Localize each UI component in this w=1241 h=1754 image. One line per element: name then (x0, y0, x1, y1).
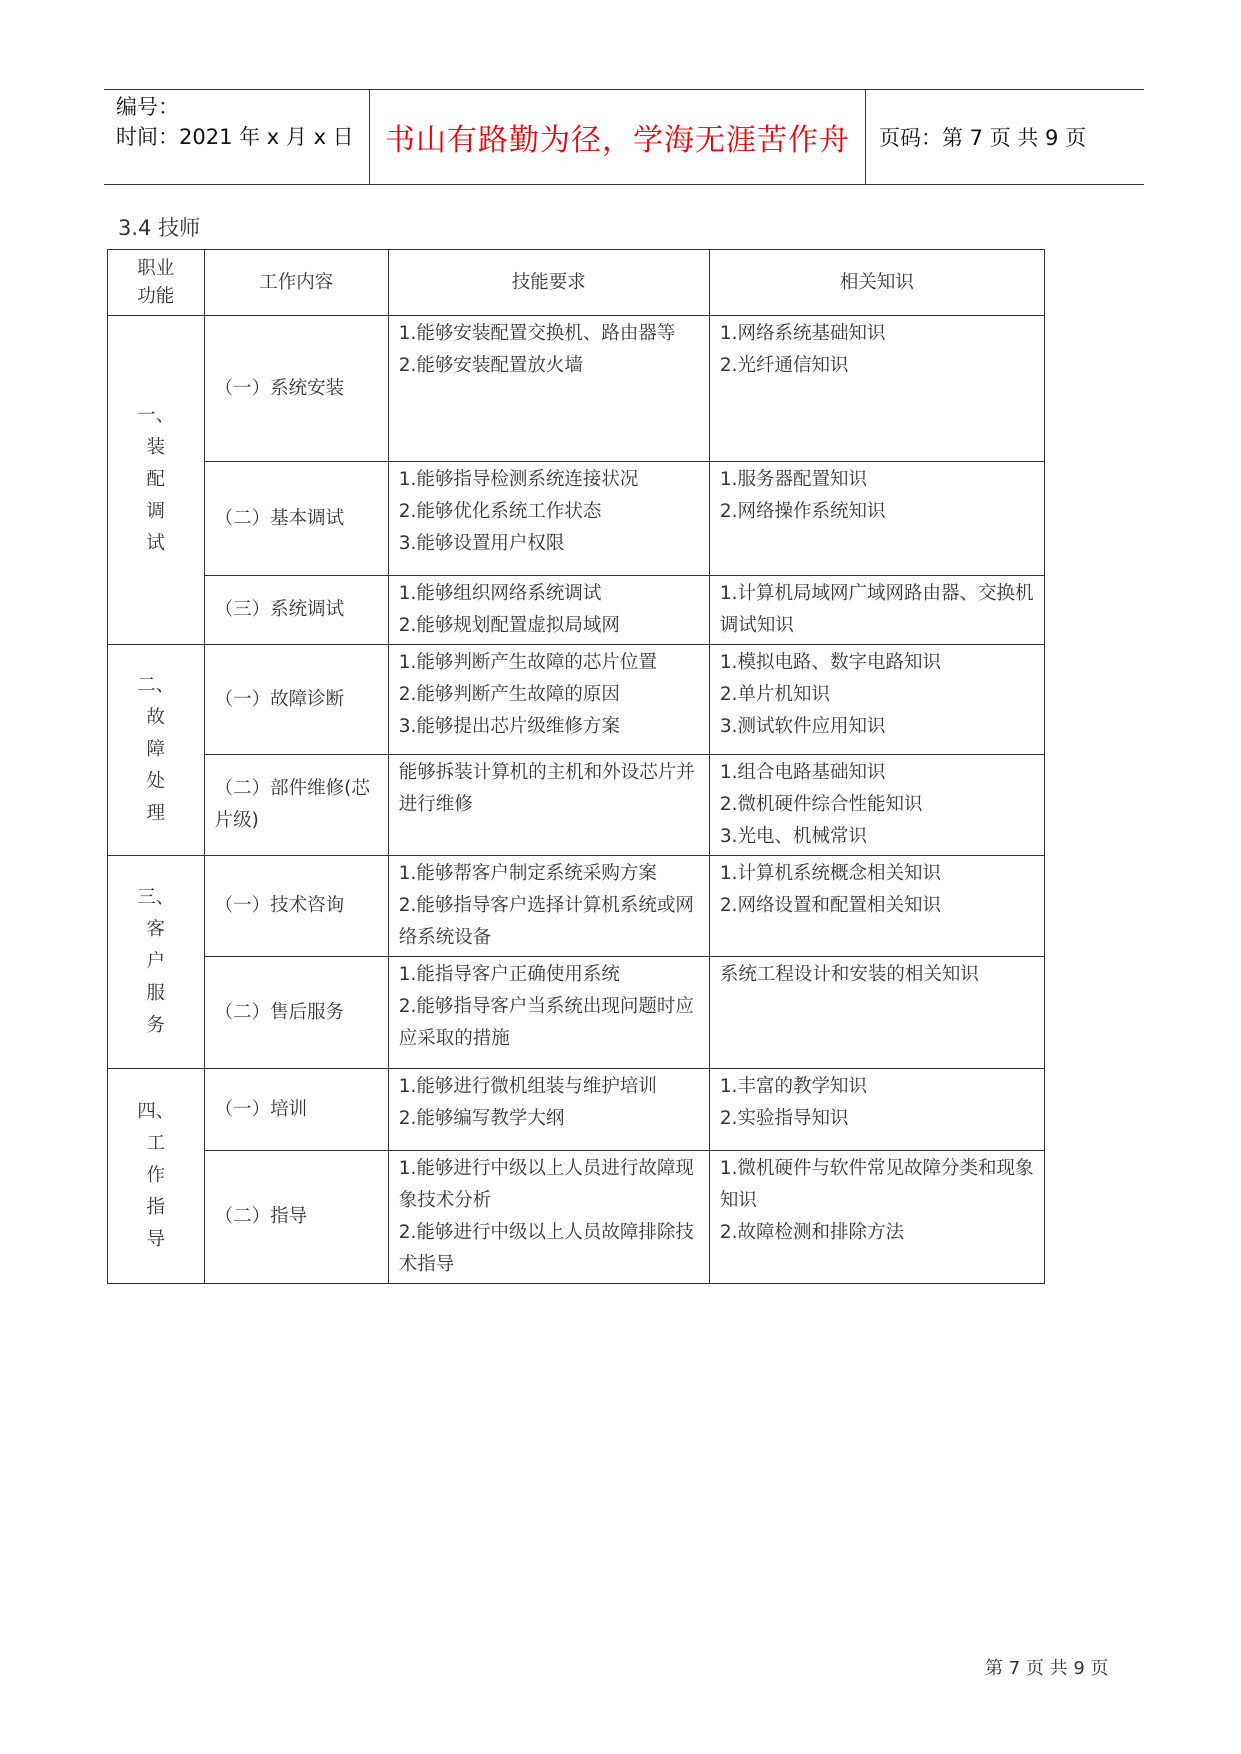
function-cell (108, 645, 205, 856)
task-cell: （一）技术咨询 (204, 856, 388, 957)
skill-item: 1.能够安装配置交换机、路由器等 (398, 323, 676, 344)
knowledge-cell (709, 755, 1044, 856)
function-label-line: 指 (146, 1197, 166, 1218)
task-cell: （三）系统调试 (204, 576, 388, 645)
table-row (108, 1151, 1045, 1284)
function-label-line: 户 (146, 951, 166, 972)
knowledge-item: 2.微机硬件综合性能知识 (719, 794, 923, 815)
function-label-line: 故 (146, 707, 166, 728)
skills-cell (388, 856, 709, 957)
skill-item: 2.能够进行中级以上人员故障排除技术指导 (398, 1222, 694, 1275)
task-cell: （一）故障诊断 (204, 645, 388, 755)
skill-item: 2.能够优化系统工作状态 (398, 501, 602, 522)
time-label: 时间：2021 年 x 月 x 日 (116, 125, 354, 149)
knowledge-cell (709, 462, 1044, 576)
skills-cell (388, 957, 709, 1069)
function-label-line: 二、 (137, 675, 175, 696)
knowledge-cell (709, 957, 1044, 1069)
column-header-function (108, 250, 205, 316)
function-cell (108, 856, 205, 1069)
knowledge-item: 1.服务器配置知识 (719, 469, 867, 490)
skill-item: 2.能够安装配置放火墙 (398, 355, 583, 376)
knowledge-item: 2.网络操作系统知识 (719, 501, 886, 522)
skill-item: 2.能够规划配置虚拟局域网 (398, 615, 620, 636)
column-header-knowledge: 相关知识 (709, 250, 1044, 316)
function-label-line: 工 (146, 1133, 166, 1154)
skill-item: 能够拆装计算机的主机和外设芯片并进行维修 (398, 762, 695, 815)
knowledge-cell (709, 645, 1044, 755)
function-label-line: 服 (146, 983, 166, 1004)
skills-cell (388, 576, 709, 645)
column-header-skills: 技能要求 (388, 250, 709, 316)
skills-cell (388, 645, 709, 755)
task-cell: （二）基本调试 (204, 462, 388, 576)
table-body (108, 316, 1045, 1284)
task-cell: （二）指导 (204, 1151, 388, 1284)
skills-cell (388, 1151, 709, 1284)
skill-item: 3.能够设置用户权限 (398, 533, 565, 554)
table-row (108, 856, 1045, 957)
function-label-line: 三、 (137, 887, 175, 908)
table-row (108, 462, 1045, 576)
knowledge-cell (709, 1151, 1044, 1284)
function-label-line: 配 (146, 469, 166, 490)
knowledge-item: 系统工程设计和安装的相关知识 (719, 964, 979, 985)
knowledge-item: 2.网络设置和配置相关知识 (719, 895, 941, 916)
function-label-line: 调 (146, 501, 166, 522)
column-header-function-label (112, 255, 200, 311)
function-label-line: 作 (146, 1165, 166, 1186)
task-cell: （二）部件维修(芯片级) (204, 755, 388, 856)
knowledge-cell (709, 856, 1044, 957)
skill-item: 1.能够进行中级以上人员进行故障现象技术分析 (398, 1158, 694, 1211)
function-label-line: 导 (146, 1229, 166, 1250)
column-header-task: 工作内容 (204, 250, 388, 316)
knowledge-item: 2.单片机知识 (719, 684, 830, 705)
skill-item: 1.能够帮客户制定系统采购方案 (398, 863, 657, 884)
page-footer: 第 7 页 共 9 页 (985, 1658, 1109, 1679)
skills-table (107, 249, 1045, 1284)
knowledge-cell (709, 576, 1044, 645)
column-header-function-line: 功能 (137, 285, 175, 307)
header-page-label: 页码：第 7 页 共 9 页 (879, 126, 1087, 150)
skill-item: 2.能够判断产生故障的原因 (398, 684, 620, 705)
skill-item: 1.能指导客户正确使用系统 (398, 964, 620, 985)
function-label-line: 一、 (137, 405, 175, 426)
skill-item: 2.能够编写教学大纲 (398, 1108, 565, 1129)
function-label-line: 试 (146, 533, 166, 554)
function-cell (108, 1069, 205, 1284)
table-row (108, 576, 1045, 645)
knowledge-item: 1.网络系统基础知识 (719, 323, 886, 344)
skills-cell (388, 755, 709, 856)
skill-item: 3.能够提出芯片级维修方案 (398, 716, 620, 737)
column-header-function-line: 职业 (137, 257, 175, 279)
function-label-line: 务 (146, 1015, 166, 1036)
table-row (108, 1069, 1045, 1151)
table-row (108, 645, 1045, 755)
function-label-line: 四、 (137, 1101, 175, 1122)
skill-item: 1.能够指导检测系统连接状况 (398, 469, 639, 490)
knowledge-item: 1.计算机局域网广域网路由器、交换机调试知识 (719, 583, 1034, 636)
function-label-line: 理 (146, 803, 166, 824)
knowledge-cell (709, 316, 1044, 462)
table-row (108, 316, 1045, 462)
skill-item: 2.能够指导客户选择计算机系统或网络系统设备 (398, 895, 694, 948)
table-header-row (108, 250, 1045, 316)
task-cell: （一）系统安装 (204, 316, 388, 462)
task-cell: （二）售后服务 (204, 957, 388, 1069)
function-cell (108, 316, 205, 645)
skills-cell (388, 1069, 709, 1151)
function-label-line: 客 (146, 919, 166, 940)
function-label-line: 装 (146, 437, 166, 458)
skills-cell (388, 316, 709, 462)
task-cell: （一）培训 (204, 1069, 388, 1151)
knowledge-item: 2.光纤通信知识 (719, 355, 849, 376)
skill-item: 2.能够指导客户当系统出现问题时应应采取的措施 (398, 996, 694, 1049)
knowledge-item: 1.组合电路基础知识 (719, 762, 886, 783)
knowledge-item: 1.计算机系统概念相关知识 (719, 863, 941, 884)
skill-item: 1.能够进行微机组装与维护培训 (398, 1076, 657, 1097)
skill-item: 1.能够组织网络系统调试 (398, 583, 602, 604)
skills-cell (388, 462, 709, 576)
table-row (108, 957, 1045, 1069)
function-label-line: 处 (146, 771, 166, 792)
knowledge-item: 1.模拟电路、数字电路知识 (719, 652, 941, 673)
knowledge-item: 1.微机硬件与软件常见故障分类和现象知识 (719, 1158, 1034, 1211)
knowledge-item: 3.光电、机械常识 (719, 826, 867, 847)
knowledge-item: 2.实验指导知识 (719, 1108, 849, 1129)
table-row (108, 755, 1045, 856)
knowledge-item: 3.测试软件应用知识 (719, 716, 886, 737)
header-motto: 书山有路勤为径，学海无涯苦作舟 (369, 90, 866, 184)
section-title: 3.4 技师 (118, 216, 201, 240)
document-header (104, 89, 1144, 185)
knowledge-item: 1.丰富的教学知识 (719, 1076, 867, 1097)
knowledge-cell (709, 1069, 1044, 1151)
skill-item: 1.能够判断产生故障的芯片位置 (398, 652, 657, 673)
knowledge-item: 2.故障检测和排除方法 (719, 1222, 904, 1243)
function-label-line: 障 (146, 739, 166, 760)
number-label: 编号： (116, 95, 179, 119)
header-meta (116, 92, 366, 152)
